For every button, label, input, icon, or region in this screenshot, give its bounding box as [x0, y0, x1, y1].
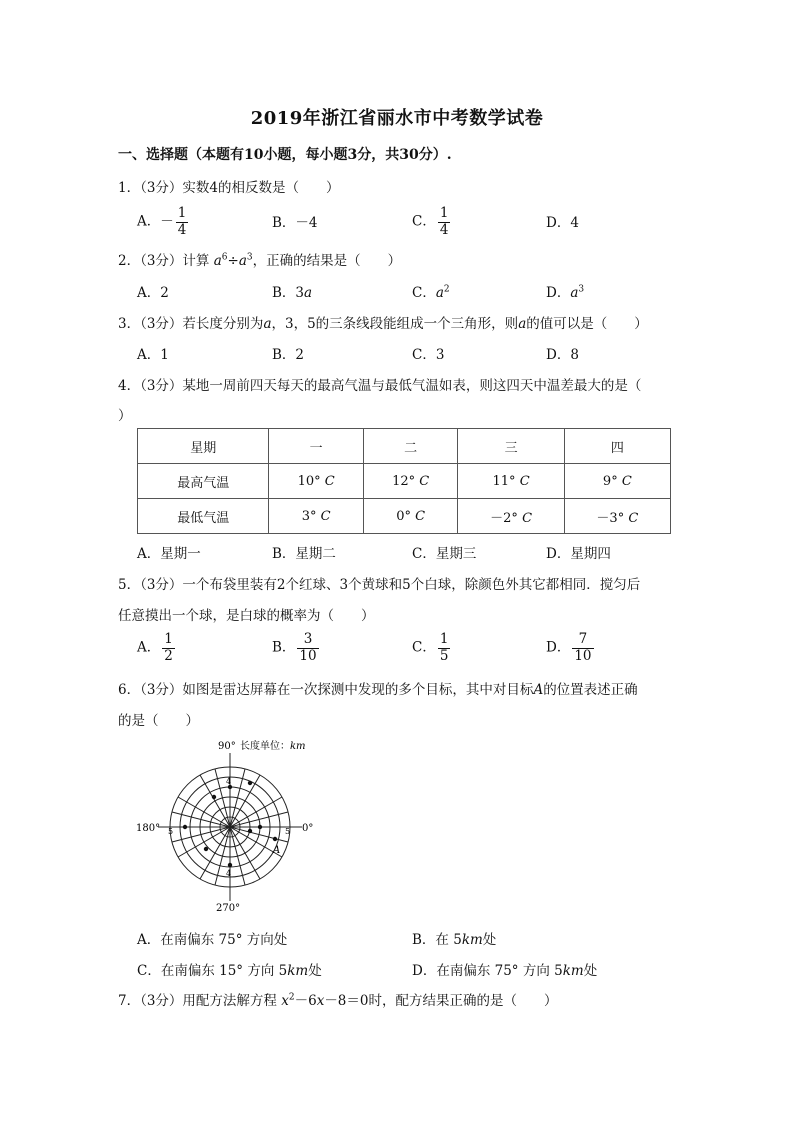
question-5-option-c: C． $\frac{1}{5}$: [412, 631, 449, 664]
question-4-option-d: D．星期四: [546, 546, 611, 562]
table-row: [138, 499, 671, 534]
question-6-option-b: B．在 5km处: [412, 932, 497, 948]
radar-unit-label: 长度单位：km: [240, 741, 306, 752]
question-1-option-b: B．－4: [272, 215, 318, 231]
question-4-stem-line-1: 4．（3分）某地一周前四天每天的最高气温与最低气温如表，则这四天中温差最大的是（: [118, 378, 642, 394]
fraction: $\frac{1}{4}$: [439, 205, 449, 238]
question-6-stem-line-1: 6．（3分）如图是雷达屏幕在一次探测中发现的多个目标，其中对目标A的位置表述正确: [118, 682, 638, 698]
table-header-cell: 星期: [138, 429, 269, 464]
fraction: $\frac{7}{10}$: [574, 631, 592, 664]
table-cell: －2° C: [458, 499, 564, 534]
question-6-option-a: A．在南偏东 75° 方向处: [137, 932, 288, 948]
question-1-option-c: C． $\frac{1}{4}$: [412, 205, 449, 238]
radar-label-90: 90°: [218, 741, 236, 752]
table-cell: 3° C: [269, 499, 364, 534]
section-heading: 一、选择题（本题有10小题，每小题3分，共30分）.: [118, 147, 452, 163]
question-5-option-d: D． $\frac{7}{10}$: [546, 631, 592, 664]
radar-ring-label: 4: [226, 869, 232, 878]
radar-label-0: 0°: [302, 823, 314, 834]
table-cell: 最高气温: [138, 464, 269, 499]
table-cell: 10° C: [269, 464, 364, 499]
radar-label-180: 180°: [136, 823, 161, 834]
question-3-option-b: B．2: [272, 347, 305, 363]
question-4-option-c: C．星期三: [412, 546, 477, 562]
radar-ring-label: 4: [226, 777, 232, 786]
temperature-table: [137, 428, 671, 534]
question-6-stem-line-2: 的是（ ）: [118, 713, 199, 729]
radar-ring-label: 5: [285, 827, 291, 836]
question-6-option-c: C．在南偏东 15° 方向 5km处: [137, 963, 322, 979]
question-3-option-d: D．8: [546, 347, 579, 363]
question-5-stem-line-1: 5．（3分）一个布袋里装有2个红球、3个黄球和5个白球，除颜色外其它都相同．搅匀后: [118, 577, 641, 593]
table-header-cell: 四: [564, 429, 670, 464]
question-5-option-b: B． $\frac{3}{10}$: [272, 631, 317, 664]
table-cell: 11° C: [458, 464, 564, 499]
table-header-cell: 三: [458, 429, 564, 464]
question-2-stem: 2．（3分）计算 $a^6\div a^3$，正确的结果是（ ）: [118, 252, 402, 269]
question-1-option-d: D．4: [546, 215, 579, 231]
fraction: $\frac{3}{10}$: [299, 631, 317, 664]
table-cell: －3° C: [564, 499, 670, 534]
table-header-cell: 一: [269, 429, 364, 464]
radar-figure: [130, 735, 330, 915]
question-3-option-c: C．3: [412, 347, 445, 363]
question-5-option-a: A． $\frac{1}{2}$: [137, 631, 173, 664]
table-header-cell: 二: [363, 429, 458, 464]
question-2-option-c: C．$a^2$: [412, 284, 450, 301]
radar-label-270: 270°: [216, 903, 241, 914]
table-cell: 0° C: [363, 499, 458, 534]
table-row: [138, 464, 671, 499]
radar-ring-label: 5: [168, 827, 174, 836]
question-2-option-d: D．$a^3$: [546, 284, 585, 301]
radar-target-a: A: [273, 845, 281, 856]
question-5-stem-line-2: 任意摸出一个球，是白球的概率为（ ）: [118, 608, 375, 624]
table-cell: 9° C: [564, 464, 670, 499]
question-4-option-a: A．星期一: [137, 546, 201, 562]
question-6-option-d: D．在南偏东 75° 方向 5km处: [412, 963, 598, 979]
table-cell: 12° C: [363, 464, 458, 499]
question-7-stem: 7．（3分）用配方法解方程 $x^2-6x-8=0$时，配方结果正确的是（ ）: [118, 992, 558, 1009]
question-2-option-a: A．2: [137, 285, 169, 301]
question-4-stem-line-2: ）: [118, 408, 132, 424]
question-2-option-b: B．3a: [272, 285, 313, 301]
question-1-option-a: A．－ $\frac{1}{4}$: [137, 205, 187, 238]
question-1-stem: 1．（3分）实数4的相反数是（ ）: [118, 180, 340, 196]
table-row: [138, 429, 671, 464]
table-cell: 最低气温: [138, 499, 269, 534]
fraction: $\frac{1}{4}$: [177, 205, 187, 238]
fraction: $\frac{1}{5}$: [439, 631, 449, 664]
fraction: $\frac{1}{2}$: [164, 631, 173, 664]
question-3-option-a: A．1: [137, 347, 169, 363]
question-3-stem: 3．（3分）若长度分别为a，3，5的三条线段能组成一个三角形，则a的值可以是（ ）: [118, 316, 648, 332]
question-4-option-b: B．星期二: [272, 546, 336, 562]
page-title: 2019年浙江省丽水市中考数学试卷: [250, 108, 544, 129]
